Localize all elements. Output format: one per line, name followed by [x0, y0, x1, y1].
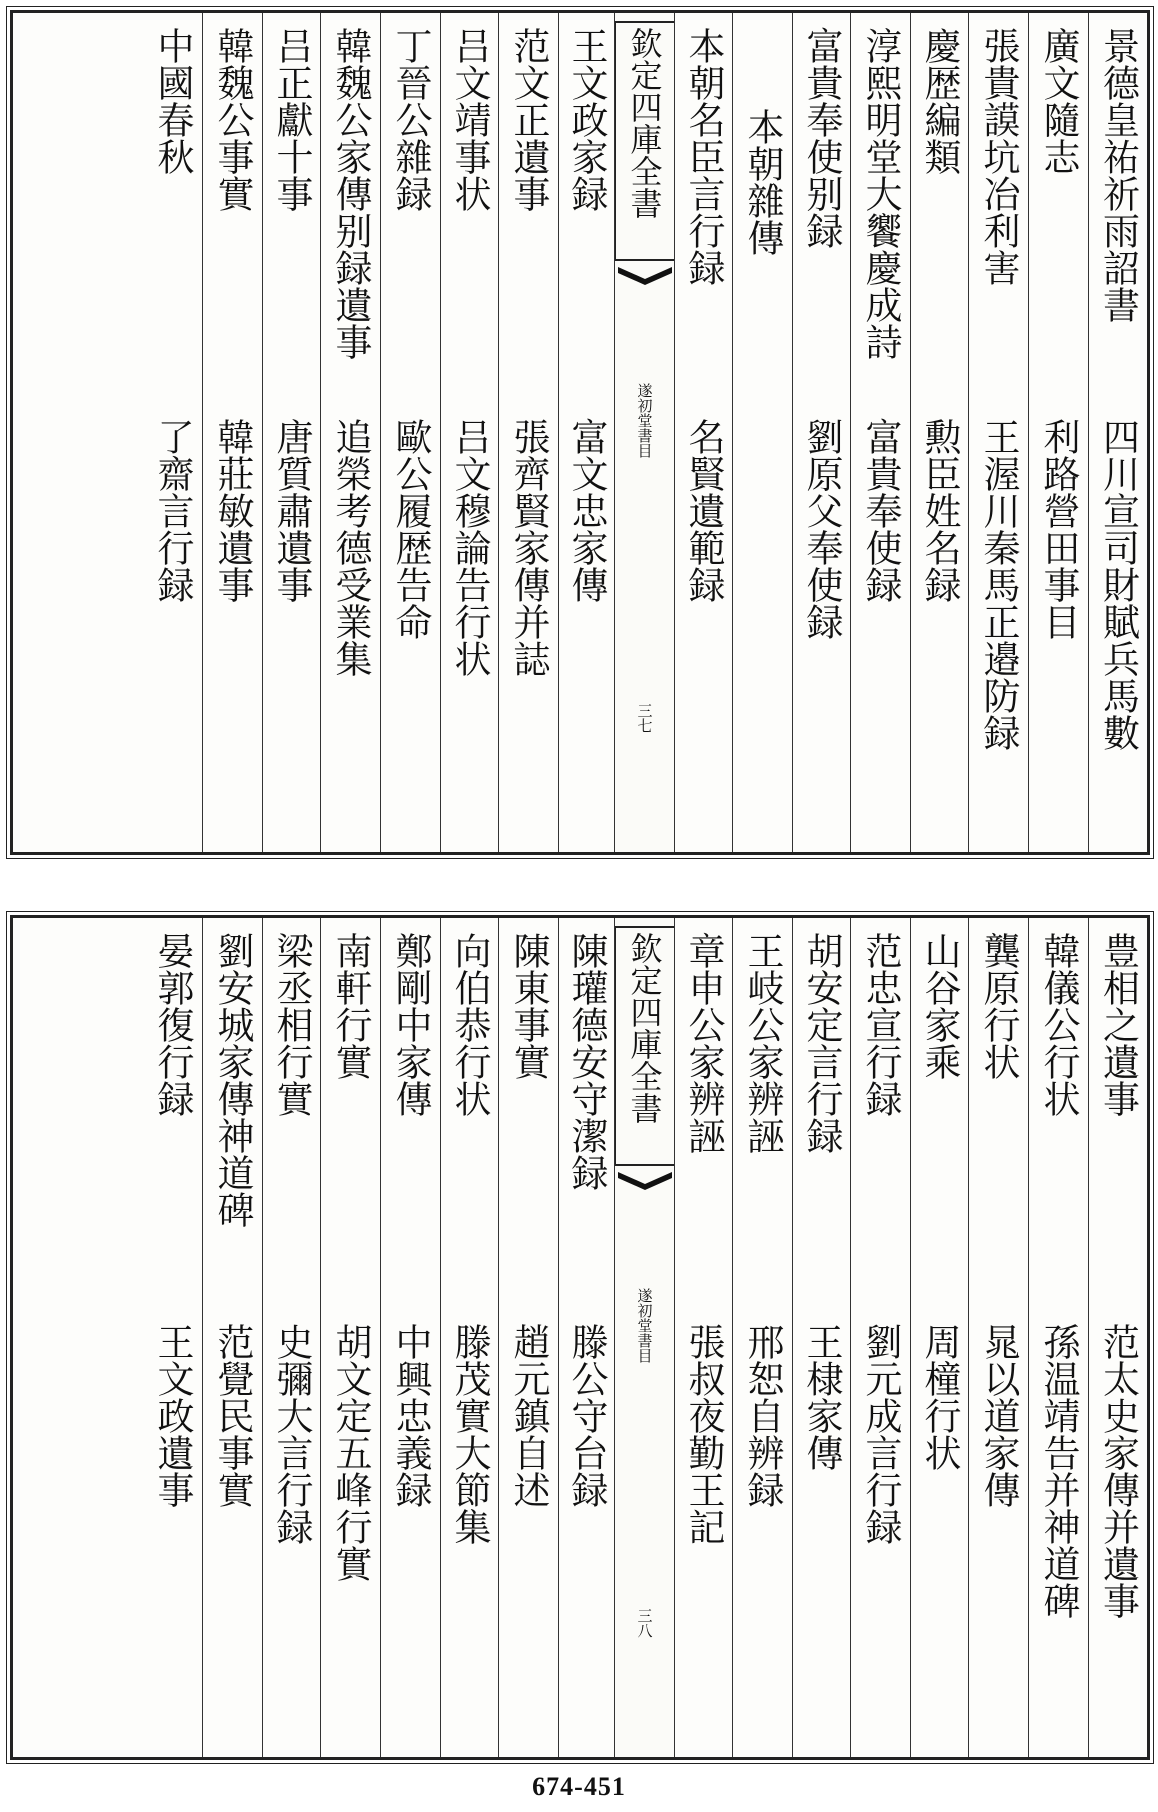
entry-title: 陳東事實 — [507, 932, 550, 1080]
entry-subtitle: 吕文穆論告行状 — [448, 418, 491, 677]
entry-subtitle: 胡文定五峰行實 — [329, 1323, 372, 1582]
entry-title: 南軒行實 — [329, 932, 372, 1080]
column-11 — [441, 13, 499, 852]
column-1 — [1089, 918, 1147, 1757]
entry-subtitle: 劉原父奉使録 — [800, 418, 843, 640]
entry-subtitle: 中興忠義録 — [389, 1323, 432, 1508]
folio-number: 三七 — [635, 703, 654, 733]
entry-subtitle: 滕公守台録 — [565, 1323, 608, 1508]
entry-subtitle: 王棣家傳 — [800, 1323, 843, 1471]
column-13 — [321, 918, 381, 1757]
column-6 — [793, 13, 851, 852]
entry-title: 廣文隨志 — [1037, 27, 1080, 175]
fish-tail-mark-icon — [616, 265, 674, 287]
entry-subtitle: 趙元鎮自述 — [507, 1323, 550, 1508]
entry-subtitle: 孫温靖告并神道碑 — [1037, 1323, 1080, 1619]
entry-subtitle: 歐公履歴告命 — [389, 418, 432, 640]
entry-subtitle: 滕茂實大節集 — [448, 1323, 491, 1545]
column-15 — [203, 13, 263, 852]
entry-title: 王岐公家辨誣 — [741, 932, 784, 1154]
entry-subtitle: 了齋言行録 — [151, 418, 194, 603]
entry-subtitle: 王渥川秦馬正邉防録 — [977, 418, 1020, 751]
column-2 — [1029, 13, 1089, 852]
entry-title: 吕正獻十事 — [270, 27, 313, 212]
entry-title: 向伯恭行状 — [448, 932, 491, 1117]
entry-title: 韓儀公行状 — [1037, 932, 1080, 1117]
entry-subtitle: 晁以道家傳 — [977, 1323, 1020, 1508]
entry-title: 山谷家乘 — [918, 932, 961, 1080]
book-series-title-box — [615, 21, 675, 261]
column-10 — [499, 13, 559, 852]
entry-title: 景德皇祐祈雨詔書 — [1096, 27, 1140, 323]
entry-title: 本朝雜傳 — [741, 108, 784, 256]
entry-subtitle: 名賢遺範録 — [682, 418, 725, 603]
column-12 — [381, 918, 441, 1757]
entry-subtitle: 張齊賢家傳并誌 — [507, 418, 550, 677]
entry-title: 吕文靖事状 — [448, 27, 491, 212]
entry-subtitle: 富貴奉使録 — [859, 418, 902, 603]
entry-subtitle: 史彌大言行録 — [270, 1323, 313, 1545]
column-16 — [143, 13, 203, 852]
column-15 — [203, 918, 263, 1757]
column-2 — [1029, 918, 1089, 1757]
entry-title: 中國春秋 — [151, 27, 194, 175]
column-1 — [1089, 13, 1147, 852]
entry-title: 王文政家録 — [565, 27, 608, 212]
entry-title: 豊相之遺事 — [1096, 932, 1140, 1117]
folio-number: 三八 — [635, 1608, 654, 1638]
entry-title: 鄭剛中家傳 — [389, 932, 432, 1117]
entry-title: 慶歴編類 — [918, 27, 961, 175]
page-number: 674-451 — [532, 1772, 626, 1801]
entry-subtitle: 富文忠家傳 — [565, 418, 608, 603]
column-7 — [733, 918, 793, 1757]
entry-title: 本朝名臣言行録 — [682, 27, 725, 286]
entry-title: 龔原行状 — [977, 932, 1020, 1080]
entry-subtitle: 唐質肅遺事 — [270, 418, 313, 603]
center-margin — [615, 918, 675, 1757]
entry-subtitle: 張叔夜勤王記 — [682, 1323, 725, 1545]
entry-subtitle: 范覺民事實 — [211, 1323, 254, 1508]
column-13 — [321, 13, 381, 852]
column-4 — [911, 13, 969, 852]
entry-title: 張貴謨坑冶利害 — [977, 27, 1020, 286]
column-7 — [733, 13, 793, 852]
book-title: 遂初堂書目 — [635, 1288, 654, 1363]
book-series-title: 欽定四庫全書 — [625, 27, 664, 219]
column-8 — [675, 13, 733, 852]
column-10 — [499, 918, 559, 1757]
column-8 — [675, 918, 733, 1757]
entry-subtitle: 劉元成言行録 — [859, 1323, 902, 1545]
entry-title: 范文正遺事 — [507, 27, 550, 212]
page-top — [10, 10, 1150, 855]
page-bottom — [10, 915, 1150, 1760]
entry-subtitle: 范太史家傳并遺事 — [1096, 1323, 1140, 1619]
column-9 — [559, 13, 615, 852]
entry-subtitle: 韓莊敏遺事 — [211, 418, 254, 603]
entry-title: 陳瓘德安守潔録 — [565, 932, 608, 1191]
entry-subtitle: 四川宣司財賦兵馬數 — [1096, 418, 1140, 751]
entry-subtitle: 利路營田事目 — [1037, 418, 1080, 640]
entry-title: 胡安定言行録 — [800, 932, 843, 1154]
entry-title: 章申公家辨誣 — [682, 932, 725, 1154]
entry-title: 晏郭復行録 — [151, 932, 194, 1117]
columns-container — [13, 918, 1147, 1757]
entry-title: 梁丞相行實 — [270, 932, 313, 1117]
entry-title: 淳熙明堂大饗慶成詩 — [859, 27, 902, 360]
entry-title: 丁晉公雜録 — [389, 27, 432, 212]
column-5 — [851, 918, 911, 1757]
column-6 — [793, 918, 851, 1757]
column-3 — [969, 918, 1029, 1757]
entry-subtitle: 周橦行状 — [918, 1323, 961, 1471]
book-series-title: 欽定四庫全書 — [625, 932, 664, 1124]
entry-subtitle: 王文政遺事 — [151, 1323, 194, 1508]
entry-subtitle: 追榮考德受業集 — [329, 418, 372, 677]
center-margin — [615, 13, 675, 852]
entry-title: 劉安城家傳神道碑 — [211, 932, 254, 1228]
columns-container — [13, 13, 1147, 852]
column-3 — [969, 13, 1029, 852]
column-4 — [911, 918, 969, 1757]
column-5 — [851, 13, 911, 852]
column-16 — [143, 918, 203, 1757]
column-12 — [381, 13, 441, 852]
column-14 — [263, 918, 321, 1757]
entry-subtitle: 邢恕自辨録 — [741, 1323, 784, 1508]
fish-tail-mark-icon — [616, 1170, 674, 1192]
entry-subtitle: 勲臣姓名録 — [918, 418, 961, 603]
column-11 — [441, 918, 499, 1757]
entry-title: 富貴奉使别録 — [800, 27, 843, 249]
entry-title: 范忠宣行録 — [859, 932, 902, 1117]
column-9 — [559, 918, 615, 1757]
entry-title: 韓魏公事實 — [211, 27, 254, 212]
entry-title: 韓魏公家傳别録遺事 — [329, 27, 372, 360]
book-title: 遂初堂書目 — [635, 383, 654, 458]
book-series-title-box — [615, 926, 675, 1166]
column-14 — [263, 13, 321, 852]
